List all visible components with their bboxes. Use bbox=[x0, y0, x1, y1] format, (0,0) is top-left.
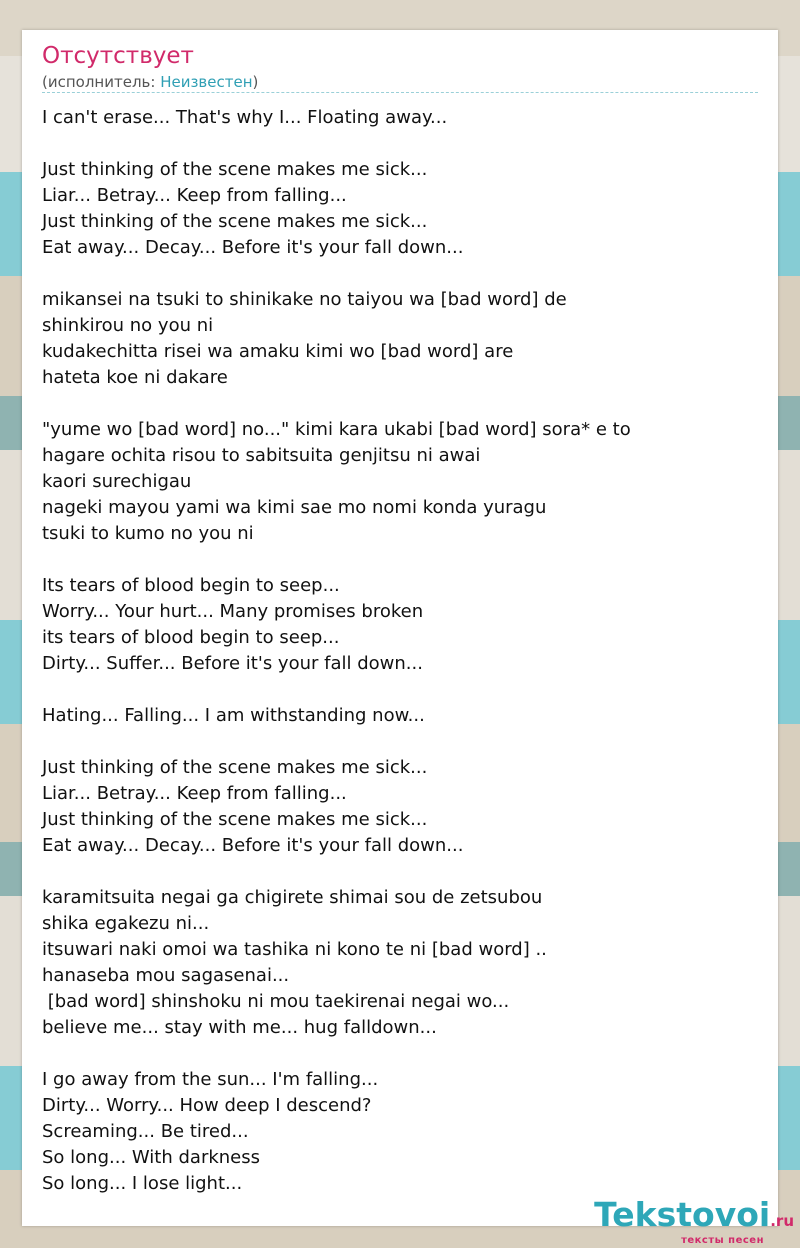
lyric-line: hateta koe ni dakare bbox=[42, 367, 228, 388]
artist-link[interactable]: Неизвестен bbox=[160, 73, 253, 91]
lyric-line bbox=[42, 729, 758, 755]
artist-suffix: ) bbox=[252, 73, 259, 91]
title-divider bbox=[42, 92, 758, 93]
lyric-line: Dirty... Worry... How deep I descend? bbox=[42, 1095, 372, 1116]
logo-name: Tekstovoi bbox=[594, 1195, 771, 1234]
lyric-line: Its tears of blood begin to seep... bbox=[42, 575, 340, 596]
lyric-line: "yume wo [bad word] no..." kimi kara ukabi [bad word] sora* e to bbox=[42, 419, 631, 440]
lyric-line: believe me... stay with me... hug falldown... bbox=[42, 1017, 437, 1038]
song-title: Отсутствует bbox=[42, 43, 194, 69]
lyric-line: hagare ochita risou to sabitsuita genjitsu ni awai bbox=[42, 445, 481, 466]
lyric-line: Hating... Falling... I am withstanding now... bbox=[42, 705, 425, 726]
artist-prefix: (исполнитель: bbox=[42, 73, 161, 91]
lyric-line bbox=[42, 391, 758, 417]
lyric-line: Dirty... Suffer... Before it's your fall down... bbox=[42, 653, 423, 674]
lyric-line: Just thinking of the scene makes me sick... bbox=[42, 809, 428, 830]
lyric-line: karamitsuita negai ga chigirete shimai sou de zetsubou bbox=[42, 887, 543, 908]
site-logo[interactable] bbox=[594, 1197, 794, 1246]
artist-line bbox=[42, 72, 258, 92]
lyric-line: its tears of blood begin to seep... bbox=[42, 627, 340, 648]
lyric-line: itsuwari naki omoi wa tashika ni kono te ni [bad word] .. bbox=[42, 939, 547, 960]
lyric-line: shinkirou no you ni bbox=[42, 315, 214, 336]
lyric-line: shika egakezu ni... bbox=[42, 913, 210, 934]
lyric-line: hanaseba mou sagasenai... bbox=[42, 965, 290, 986]
lyric-line bbox=[42, 131, 758, 157]
logo-tld: .ru bbox=[770, 1212, 794, 1230]
lyric-line: Worry... Your hurt... Many promises broken bbox=[42, 601, 424, 622]
lyric-line bbox=[42, 859, 758, 885]
lyric-line: I can't erase... That's why I... Floating away... bbox=[42, 107, 448, 128]
lyric-line bbox=[42, 1041, 758, 1067]
lyric-line: Screaming... Be tired... bbox=[42, 1121, 249, 1142]
lyric-line: So long... I lose light... bbox=[42, 1173, 243, 1194]
lyric-line: kudakechitta risei wa amaku kimi wo [bad word] are bbox=[42, 341, 514, 362]
lyric-line: Eat away... Decay... Before it's your fall down... bbox=[42, 237, 464, 258]
lyric-line: Eat away... Decay... Before it's your fall down... bbox=[42, 835, 464, 856]
lyric-line: Just thinking of the scene makes me sick... bbox=[42, 757, 428, 778]
lyric-line: Liar... Betray... Keep from falling... bbox=[42, 783, 347, 804]
lyric-line: nageki mayou yami wa kimi sae mo nomi konda yuragu bbox=[42, 497, 547, 518]
lyric-line: So long... With darkness bbox=[42, 1147, 261, 1168]
lyric-line: Just thinking of the scene makes me sick... bbox=[42, 159, 428, 180]
lyrics-card bbox=[22, 30, 778, 1226]
lyric-line bbox=[42, 261, 758, 287]
lyric-line: kaori surechigau bbox=[42, 471, 192, 492]
lyric-line: Liar... Betray... Keep from falling... bbox=[42, 185, 347, 206]
logo-tagline: тексты песен bbox=[681, 1235, 764, 1246]
lyric-line: Just thinking of the scene makes me sick... bbox=[42, 211, 428, 232]
lyric-line bbox=[42, 677, 758, 703]
lyrics-text bbox=[42, 105, 758, 1197]
lyric-line: tsuki to kumo no you ni bbox=[42, 523, 254, 544]
lyric-line bbox=[42, 547, 758, 573]
lyric-line: I go away from the sun... I'm falling... bbox=[42, 1069, 379, 1090]
lyric-line: mikansei na tsuki to shinikake no taiyou wa [bad word] de bbox=[42, 289, 567, 310]
lyric-line: [bad word] shinshoku ni mou taekirenai negai wo... bbox=[42, 991, 510, 1012]
